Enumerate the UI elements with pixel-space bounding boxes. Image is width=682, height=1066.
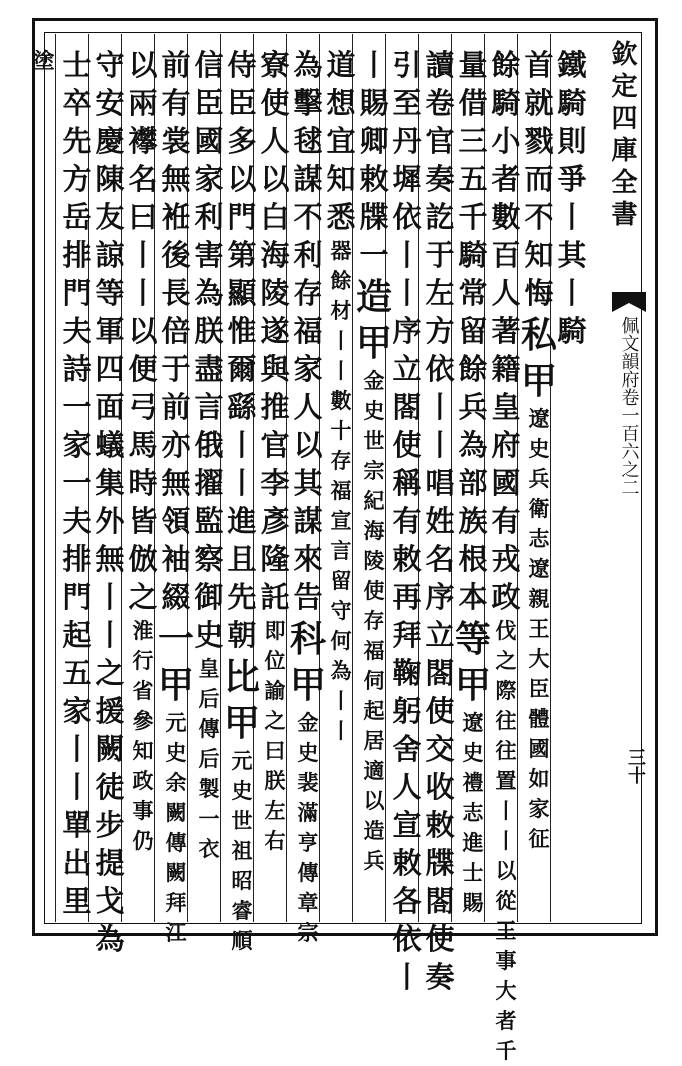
book-title: 佩文韻府 bbox=[618, 316, 640, 388]
text-column: 為 擊 毬 謀 不 利 存 福 家 人 以 其 謀 來 告 科 甲 金 史 裴 滿 亨 傳 章 宗 bbox=[289, 48, 326, 945]
text-column: 寮 使 人 以 白 海 陵 遂 與 推 官 李 彥 隆 託 即 位 諭 之 曰 朕 左 右 bbox=[260, 48, 290, 853]
volume-marker bbox=[614, 316, 644, 496]
text-column: 量 借 三 五 千 騎 常 留 餘 兵 為 部 族 根 本 等 甲 遼 史 禮 志 進 士 賜 bbox=[454, 48, 491, 915]
text-column: 首 就 戮 而 不 知 悔 私 甲 遼 史 兵 衛 志 遼 親 王 大 臣 體 國 如 家 征 bbox=[520, 48, 557, 851]
text-column: 丨 賜 卿 敕 牒 一 造 甲 金 史 世 宗 紀 海 陵 使 存 福 伺 起 居 適 以 造 兵 bbox=[355, 48, 392, 873]
text-column: 前 有 裳 無 袵 後 長 倍 于 前 亦 無 領 袖 綴 一 甲 元 史 余 闕 傳 闕 拜 江 bbox=[157, 48, 194, 945]
text-column: 讀 卷 官 奏 訖 于 左 方 依 丨 丨 唱 姓 名 序 立 閤 使 交 收 敕 牒 閤 使 奏 bbox=[425, 48, 455, 994]
text-column: 守 安 慶 陳 友 諒 等 軍 四 面 蟻 集 外 無 丨 丨 之 援 闕 徒 步 提 戈 為 bbox=[95, 48, 125, 956]
page-number: 三十 bbox=[625, 748, 646, 784]
collection-title: 欽定四庫全書 bbox=[607, 40, 637, 232]
text-column: 以 兩 襻 名 曰 丨 丨 以 便 弓 馬 時 皆 倣 之 淮 行 省 參 知 政 事 仍 bbox=[128, 48, 158, 853]
text-column: 餘 騎 小 者 數 百 人 著 籍 皇 府 國 有 戎 政 伐 之 際 往 往 置 丨 丨 以 從 王 事 大 者 千 bbox=[491, 48, 521, 1063]
text-column: 士 卒 先 方 岳 排 門 夫 詩 一 家 一 夫 排 門 起 五 家 丨 丨 單 出 里 bbox=[62, 48, 92, 918]
text-column: 塗 bbox=[33, 48, 55, 73]
text-column: 引 至 丹 墀 依 丨 丨 序 立 閤 使 稱 有 敕 再 拜 鞠 躬 舍 人 宣 敕 各 依 丨 bbox=[392, 48, 422, 994]
text-column: 侍 臣 多 以 門 第 顯 惟 爾 繇 丨 丨 進 且 先 朝 比 甲 元 史 世 祖 昭 睿 順 bbox=[223, 48, 260, 953]
volume-label: 卷一百六之二 bbox=[618, 388, 640, 496]
text-column: 信 臣 國 家 利 害 為 朕 盡 言 俄 擢 監 察 御 史 皇 后 傳 后 製 一 衣 bbox=[194, 48, 224, 861]
text-column: 道 想 宜 知 悉 器 餘 材 丨 丨 數 十 存 福 宣 言 留 守 何 為 丨 丨 bbox=[326, 48, 356, 743]
text-column: 鐵 騎 則 爭 丨 其 丨 騎 bbox=[557, 48, 587, 348]
